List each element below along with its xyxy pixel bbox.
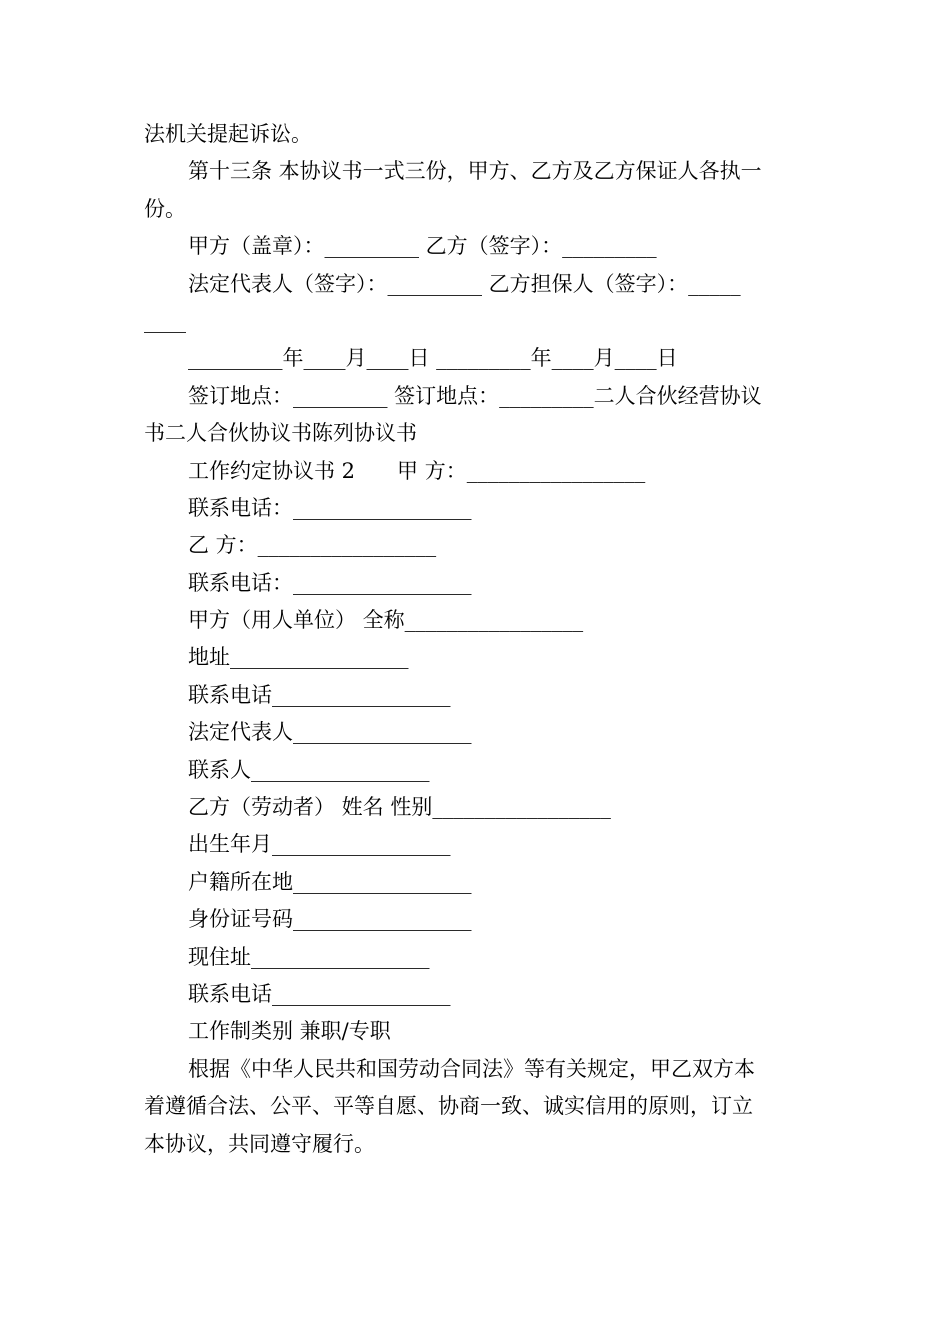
document-page [144, 116, 810, 1163]
party-a-phone-field: 联系电话：_________________ [188, 495, 472, 520]
id-number-field: 身份证号码_________________ [188, 907, 472, 932]
legal-representative-field: 法定代表人_________________ [188, 720, 472, 745]
signature-blank-continuation: ____ [144, 308, 186, 333]
contact-person-field: 联系人_________________ [188, 757, 430, 782]
party-b-phone-field: 联系电话：_________________ [188, 570, 472, 595]
agreement-title-line: 工作约定协议书 2 甲 方：_________________ [188, 458, 646, 483]
party-b-field: 乙 方：_________________ [188, 533, 437, 558]
employer-phone-field: 联系电话_________________ [188, 682, 451, 707]
signature-party-line: 甲方（盖章）：_________ 乙方（签字）：_________ [188, 234, 657, 259]
current-address-field: 现住址_________________ [188, 944, 430, 969]
employer-name-field: 甲方（用人单位） 全称_________________ [188, 608, 584, 633]
birth-date-field: 出生年月_________________ [188, 832, 451, 857]
preamble-line: 根据《中华人民共和国劳动合同法》等有关规定，甲乙双方本 [188, 1056, 755, 1081]
text-line: 份。 [144, 196, 186, 221]
signature-date-line: _________年____月____日 _________年____月____日 [188, 346, 678, 371]
preamble-line: 本协议，共同遵守履行。 [144, 1131, 375, 1156]
work-type-line: 工作制类别 兼职/专职 [188, 1019, 391, 1044]
worker-phone-field: 联系电话_________________ [188, 981, 451, 1006]
employer-address-field: 地址_________________ [188, 645, 409, 670]
worker-name-gender-field: 乙方（劳动者） 姓名 性别_________________ [188, 795, 611, 820]
signature-representative-line: 法定代表人（签字）：_________ 乙方担保人（签字）：_____ [188, 271, 741, 296]
signing-place-line: 签订地点：_________ 签订地点：_________二人合伙经营协议 [188, 383, 762, 408]
household-registration-field: 户籍所在地_________________ [188, 869, 472, 894]
article-13-line: 第十三条 本协议书一式三份，甲方、乙方及乙方保证人各执一 [188, 159, 762, 184]
preamble-line: 着遵循合法、公平、平等自愿、协商一致、诚实信用的原则，订立 [144, 1094, 753, 1119]
text-line: 书二人合伙协议书陈列协议书 [144, 421, 417, 446]
text-line: 法机关提起诉讼。 [144, 122, 312, 146]
